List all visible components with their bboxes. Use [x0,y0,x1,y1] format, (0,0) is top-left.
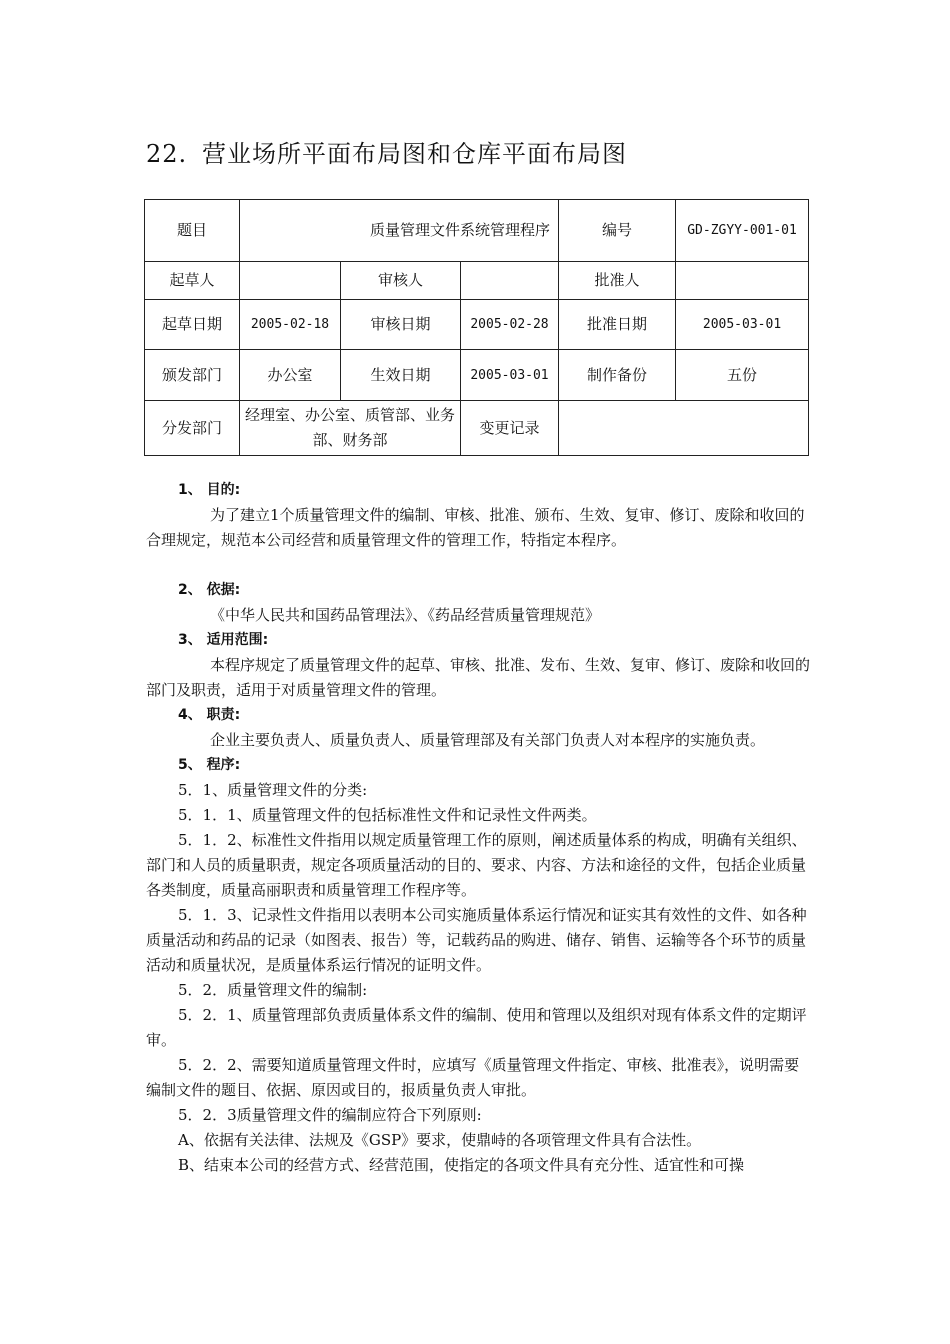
doc-number-value: GD-ZGYY-001-01 [676,200,809,262]
value-cell [559,401,809,456]
paragraph: 为了建立1个质量管理文件的编制、审核、批准、颁布、生效、复审、修订、废除和收回的合理规定，规范本公司经营和质量管理文件的管理工作，特指定本程序。 [146,506,805,549]
label-cell: 分发部门 [145,401,240,456]
paragraph: 《中华人民共和国药品管理法》、《药品经营质量管理规范》 [210,606,601,624]
label-cell: 批准日期 [559,300,676,350]
section-heading: 1、 目的: [178,482,241,498]
value-cell: 2005-03-01 [461,350,559,401]
value-cell [461,262,559,300]
paragraph: 5．2．3质量管理文件的编制应符合下列原则: [178,1106,482,1124]
section-heading: 3、 适用范围: [178,632,269,648]
paragraph: 5．2．2、需要知道质量管理文件时，应填写《质量管理文件指定、审核、批准表》，说明需要编制文件的题目、依据、原因或目的，报质量负责人审批。 [146,1056,800,1099]
value-cell: 经理室、办公室、质管部、业务部、财务部 [240,401,461,456]
table-row [145,262,809,300]
label-cell: 起草日期 [145,300,240,350]
title-number: 22. [146,140,188,168]
value-cell: 2005-03-01 [676,300,809,350]
label-cell: 起草人 [145,262,240,300]
label-cell: 编号 [559,200,676,262]
subject-value: 质量管理文件系统管理程序 [240,200,559,262]
value-cell: 五份 [676,350,809,401]
page-title [146,134,627,169]
paragraph: A、依据有关法律、法规及《GSP》要求，使鼎峙的各项管理文件具有合法性。 [178,1131,702,1149]
label-cell: 颁发部门 [145,350,240,401]
label-cell: 审核日期 [341,300,461,350]
table-row [145,401,809,456]
table-row [145,300,809,350]
title-text: 营业场所平面布局图和仓库平面布局图 [202,140,627,168]
section-heading: 5、 程序: [178,757,241,773]
label-cell: 变更记录 [461,401,559,456]
label-cell: 批准人 [559,262,676,300]
value-cell: 2005-02-28 [461,300,559,350]
paragraph: 5．1、质量管理文件的分类: [178,781,368,799]
value-cell [240,262,341,300]
paragraph: 本程序规定了质量管理文件的起草、审核、批准、发布、生效、复审、修订、废除和收回的部门及职责，适用于对质量管理文件的管理。 [146,656,811,699]
paragraph: 5．1．2、标准性文件指用以规定质量管理工作的原则，阐述质量体系的构成，明确有关组织、部门和人员的质量职责，规定各项质量活动的目的、要求、内容、方法和途径的文件，包括企业质量各类制度，质量高丽职责和质量管理工作程序等。 [146,831,807,899]
paragraph: 企业主要负责人、质量负责人、质量管理部及有关部门负责人对本程序的实施负责。 [210,731,766,749]
paragraph: 5．1．1、质量管理文件的包括标准性文件和记录性文件两类。 [178,806,597,824]
paragraph: 5．1．3、记录性文件指用以表明本公司实施质量体系运行情况和证实其有效性的文件、如各种质量活动和药品的记录（如图表、报告）等，记载药品的购进、储存、销售、运输等各个环节的质量活动和质量状况，是质量体系运行情况的证明文件。 [146,906,807,974]
table-row [145,200,809,262]
label-cell: 生效日期 [341,350,461,401]
label-cell: 审核人 [341,262,461,300]
paragraph: B、结束本公司的经营方式、经营范围，使指定的各项文件具有充分性、适宜性和可操 [178,1156,745,1174]
section-heading: 4、 职责: [178,707,241,723]
table-row [145,350,809,401]
paragraph: 5．2．质量管理文件的编制: [178,981,368,999]
label-cell: 题目 [145,200,240,262]
label-cell: 制作备份 [559,350,676,401]
document-body [146,478,810,1178]
value-cell: 2005-02-18 [240,300,341,350]
document-info-table [144,199,809,456]
value-cell [676,262,809,300]
value-cell: 办公室 [240,350,341,401]
section-heading: 2、 依据: [178,582,241,598]
paragraph: 5．2．1、质量管理部负责质量体系文件的编制、使用和管理以及组织对现有体系文件的定期评审。 [146,1006,807,1049]
